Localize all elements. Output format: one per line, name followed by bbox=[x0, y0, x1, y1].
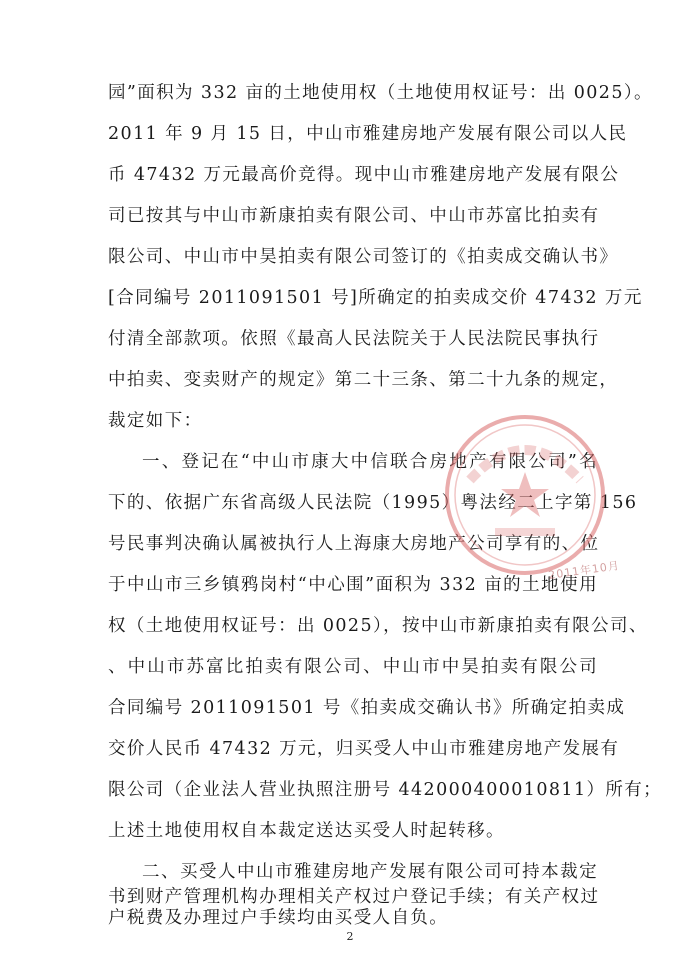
text-line-18: 限公司（企业法人营业执照注册号 442000400010811）所有； bbox=[108, 780, 663, 800]
text-line-11: 下的、依据广东省高级人民法院（1995）粤法经二上字第 156 bbox=[108, 493, 638, 513]
text-line-21: 书到财产管理机构办理相关产权过户登记手续；有关产权过 bbox=[108, 887, 600, 907]
text-line-6: [合同编号 2011091501 号]所确定的拍卖成交价 47432 万元 bbox=[108, 288, 643, 308]
paragraph-1-start: 一、登记在“中山市康大中信联合房地产有限公司”名 bbox=[142, 452, 598, 472]
text-line-2: 2011 年 9 月 15 日，中山市雅建房地产发展有限公司以人民 bbox=[108, 124, 628, 144]
text-line-12: 号民事判决确认属被执行人上海康大房地产公司享有的、位 bbox=[108, 534, 600, 554]
text-line-4: 司已按其与中山市新康拍卖有限公司、中山市苏富比拍卖有 bbox=[108, 206, 600, 226]
text-line-16: 合同编号 2011091501 号《拍卖成交确认书》所确定拍卖成 bbox=[108, 698, 626, 718]
text-line-15: 、中山市苏富比拍卖有限公司、中山市中昊拍卖有限公司 bbox=[108, 657, 598, 677]
text-line-7: 付清全部款项。依照《最高人民法院关于人民法院民事执行 bbox=[108, 329, 600, 349]
text-line-13: 于中山市三乡镇鸦岗村“中心围”面积为 332 亩的土地使用 bbox=[108, 575, 598, 595]
text-line-3: 币 47432 万元最高价竞得。现中山市雅建房地产发展有限公 bbox=[108, 165, 620, 185]
text-line-9: 裁定如下： bbox=[108, 411, 203, 431]
text-line-1: 园”面积为 332 亩的土地使用权（土地使用权证号：出 0025）。 bbox=[108, 83, 653, 103]
paragraph-2-start: 二、买受人中山市雅建房地产发展有限公司可持本裁定 bbox=[142, 862, 598, 882]
text-line-19: 上述土地使用权自本裁定送达买受人时起转移。 bbox=[108, 821, 505, 841]
text-line-14: 权（土地使用权证号：出 0025），按中山市新康拍卖有限公司、 bbox=[108, 616, 648, 636]
text-line-5: 限公司、中山市中昊拍卖有限公司签订的《拍卖成交确认书》 bbox=[108, 247, 619, 267]
text-line-17: 交价人民币 47432 万元，归买受人中山市雅建房地产发展有 bbox=[108, 739, 620, 759]
seal-date-stamp: 2011年10月 bbox=[547, 559, 621, 582]
text-line-22: 户税费及办理过户手续均由买受人自负。 bbox=[108, 908, 449, 928]
page-number: 2 bbox=[346, 930, 354, 943]
text-line-8: 中拍卖、变卖财产的规定》第二十三条、第二十九条的规定， bbox=[108, 370, 619, 390]
